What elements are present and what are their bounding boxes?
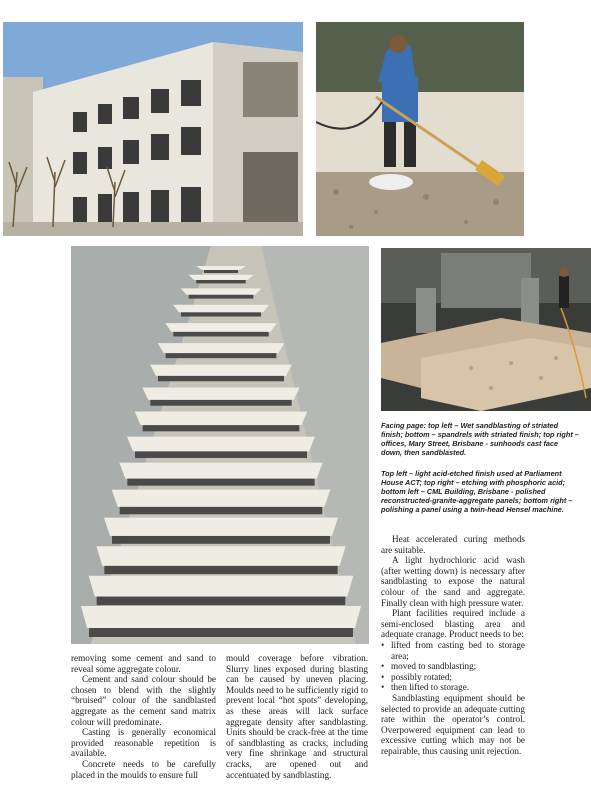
paragraph: A light hydrochloric acid wash (after wetting down) is necessary after sandblasting to expose the natural colour of the sand and aggregate. Finally clean with high pressure water. [381, 555, 525, 608]
list-item: • then lifted to storage. [381, 682, 525, 693]
photo-wet-sandblasting [316, 22, 524, 236]
photo-office-building [3, 22, 303, 236]
text-column-left [71, 653, 216, 780]
list-item: • lifted from casting bed to storage area; [381, 640, 525, 661]
photo-polishing-machine [381, 248, 591, 411]
paragraph: removing some cement and sand to reveal some aggregate colour. [71, 653, 216, 674]
paragraph: Plant facilities required include a semi-enclosed blasting area and adequate cranage. Product needs to be: [381, 608, 525, 640]
list-item: • possibly rotated; [381, 672, 525, 683]
paragraph: Heat accelerated curing methods are suitable. [381, 534, 525, 555]
list-item: • moved to sandblasting; [381, 661, 525, 672]
paragraph: Sandblasting equipment should be selected to provide an adequate cutting rate within the operator’s control. Overpowered equipment can lead to excessive cutting which may not be repairable, thus causing unit rejection. [381, 692, 525, 756]
paragraph: Cement and sand colour should be chosen to blend with the slightly “bruised” colour of the sandblasted aggregate as the cement sand matrix colour will predominate. [71, 674, 216, 727]
paragraph: Casting is generally economical provided reasonable repetition is available. [71, 727, 216, 759]
text-column-middle [226, 653, 368, 780]
paragraph: mould coverage before vibration. Slurry lines exposed during blasting can be caused by uneven placing. Moulds need to be sufficiently rigid to prevent local “hot spots” developing, as these areas will lack surface aggregate density after sandblasting. Units should be crack-free at the time of sandblasting as cracks, including very fine shrinkage and structural cracks, are opened out and accentuated by sandblasting. [226, 653, 368, 780]
caption-facing-page: Facing page: top left – Wet sandblasting of striated finish; bottom – spandrels with striated finish; top right – offices, Mary Street, Brisbane - sunhoods cast face down, then sandblasted. [381, 421, 579, 457]
text-column-right [381, 534, 525, 756]
bullet-list [381, 640, 525, 693]
photo-tower-sunhoods [71, 246, 369, 644]
paragraph: Concrete needs to be carefully placed in the moulds to ensure full [71, 758, 216, 780]
caption-top-photos: Top left – light acid-etched finish used at Parliament House ACT; top right – etching with phosphoric acid; bottom left – CML Building, Brisbane - polished reconstructed-granite-aggregate panels; bottom right – polishing a panel using a twin-head Hensel machine. [381, 469, 573, 514]
